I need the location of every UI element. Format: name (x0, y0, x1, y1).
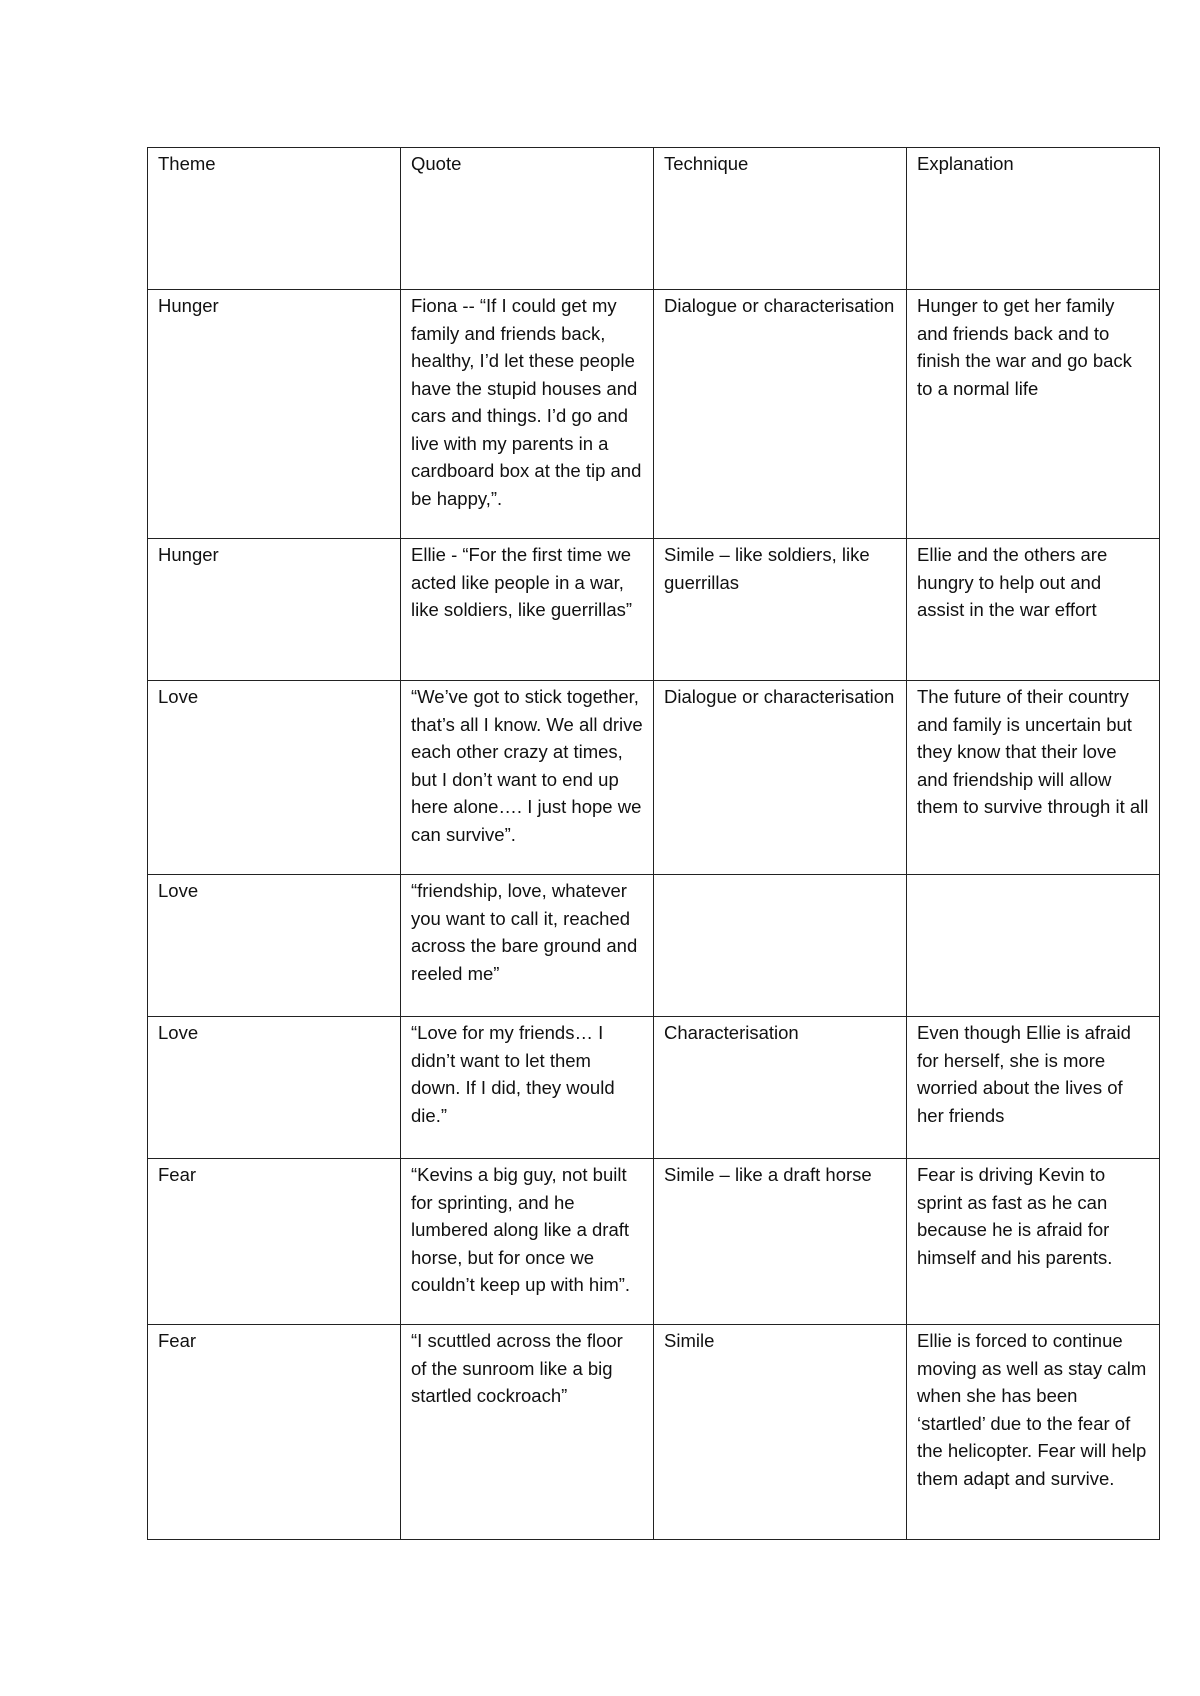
cell-technique: Dialogue or characterisation (654, 290, 907, 539)
cell-theme: Love (148, 681, 401, 875)
header-theme: Theme (148, 148, 401, 290)
cell-quote: Ellie - “For the first time we acted like people in a war, like soldiers, like guerrillas” (401, 539, 654, 681)
theme-analysis-table (147, 147, 1160, 1540)
table-row (148, 681, 1160, 875)
cell-quote: “Love for my friends… I didn’t want to let them down. If I did, they would die.” (401, 1017, 654, 1159)
header-explanation: Explanation (907, 148, 1160, 290)
cell-quote: “We’ve got to stick together, that’s all I know. We all drive each other crazy at times, but I don’t want to end up here alone…. I just hope we can survive”. (401, 681, 654, 875)
cell-theme: Love (148, 1017, 401, 1159)
cell-explanation: Even though Ellie is afraid for herself, she is more worried about the lives of her friends (907, 1017, 1160, 1159)
cell-explanation (907, 875, 1160, 1017)
cell-theme: Fear (148, 1159, 401, 1325)
cell-theme: Hunger (148, 539, 401, 681)
table-row (148, 539, 1160, 681)
cell-explanation: Ellie is forced to continue moving as well as stay calm when she has been ‘startled’ due to the fear of the helicopter. Fear will help them adapt and survive. (907, 1325, 1160, 1540)
cell-technique: Simile (654, 1325, 907, 1540)
table-row (148, 1325, 1160, 1540)
cell-theme: Fear (148, 1325, 401, 1540)
cell-explanation: The future of their country and family is uncertain but they know that their love and friendship will allow them to survive through it all (907, 681, 1160, 875)
cell-quote: “I scuttled across the floor of the sunroom like a big startled cockroach” (401, 1325, 654, 1540)
table-header-row (148, 148, 1160, 290)
cell-quote: “Kevins a big guy, not built for sprinting, and he lumbered along like a draft horse, but for once we couldn’t keep up with him”. (401, 1159, 654, 1325)
cell-technique (654, 875, 907, 1017)
cell-theme: Hunger (148, 290, 401, 539)
table-row (148, 875, 1160, 1017)
table-row (148, 290, 1160, 539)
header-technique: Technique (654, 148, 907, 290)
cell-quote: Fiona -- “If I could get my family and friends back, healthy, I’d let these people have the stupid houses and cars and things. I’d go and live with my parents in a cardboard box at the tip and be happy,”. (401, 290, 654, 539)
header-quote: Quote (401, 148, 654, 290)
table-row (148, 1159, 1160, 1325)
cell-explanation: Ellie and the others are hungry to help out and assist in the war effort (907, 539, 1160, 681)
cell-explanation: Fear is driving Kevin to sprint as fast as he can because he is afraid for himself and his parents. (907, 1159, 1160, 1325)
cell-quote: “friendship, love, whatever you want to call it, reached across the bare ground and reeled me” (401, 875, 654, 1017)
cell-explanation: Hunger to get her family and friends back and to finish the war and go back to a normal life (907, 290, 1160, 539)
cell-technique: Dialogue or characterisation (654, 681, 907, 875)
cell-technique: Characterisation (654, 1017, 907, 1159)
table-row (148, 1017, 1160, 1159)
cell-theme: Love (148, 875, 401, 1017)
cell-technique: Simile – like a draft horse (654, 1159, 907, 1325)
cell-technique: Simile – like soldiers, like guerrillas (654, 539, 907, 681)
